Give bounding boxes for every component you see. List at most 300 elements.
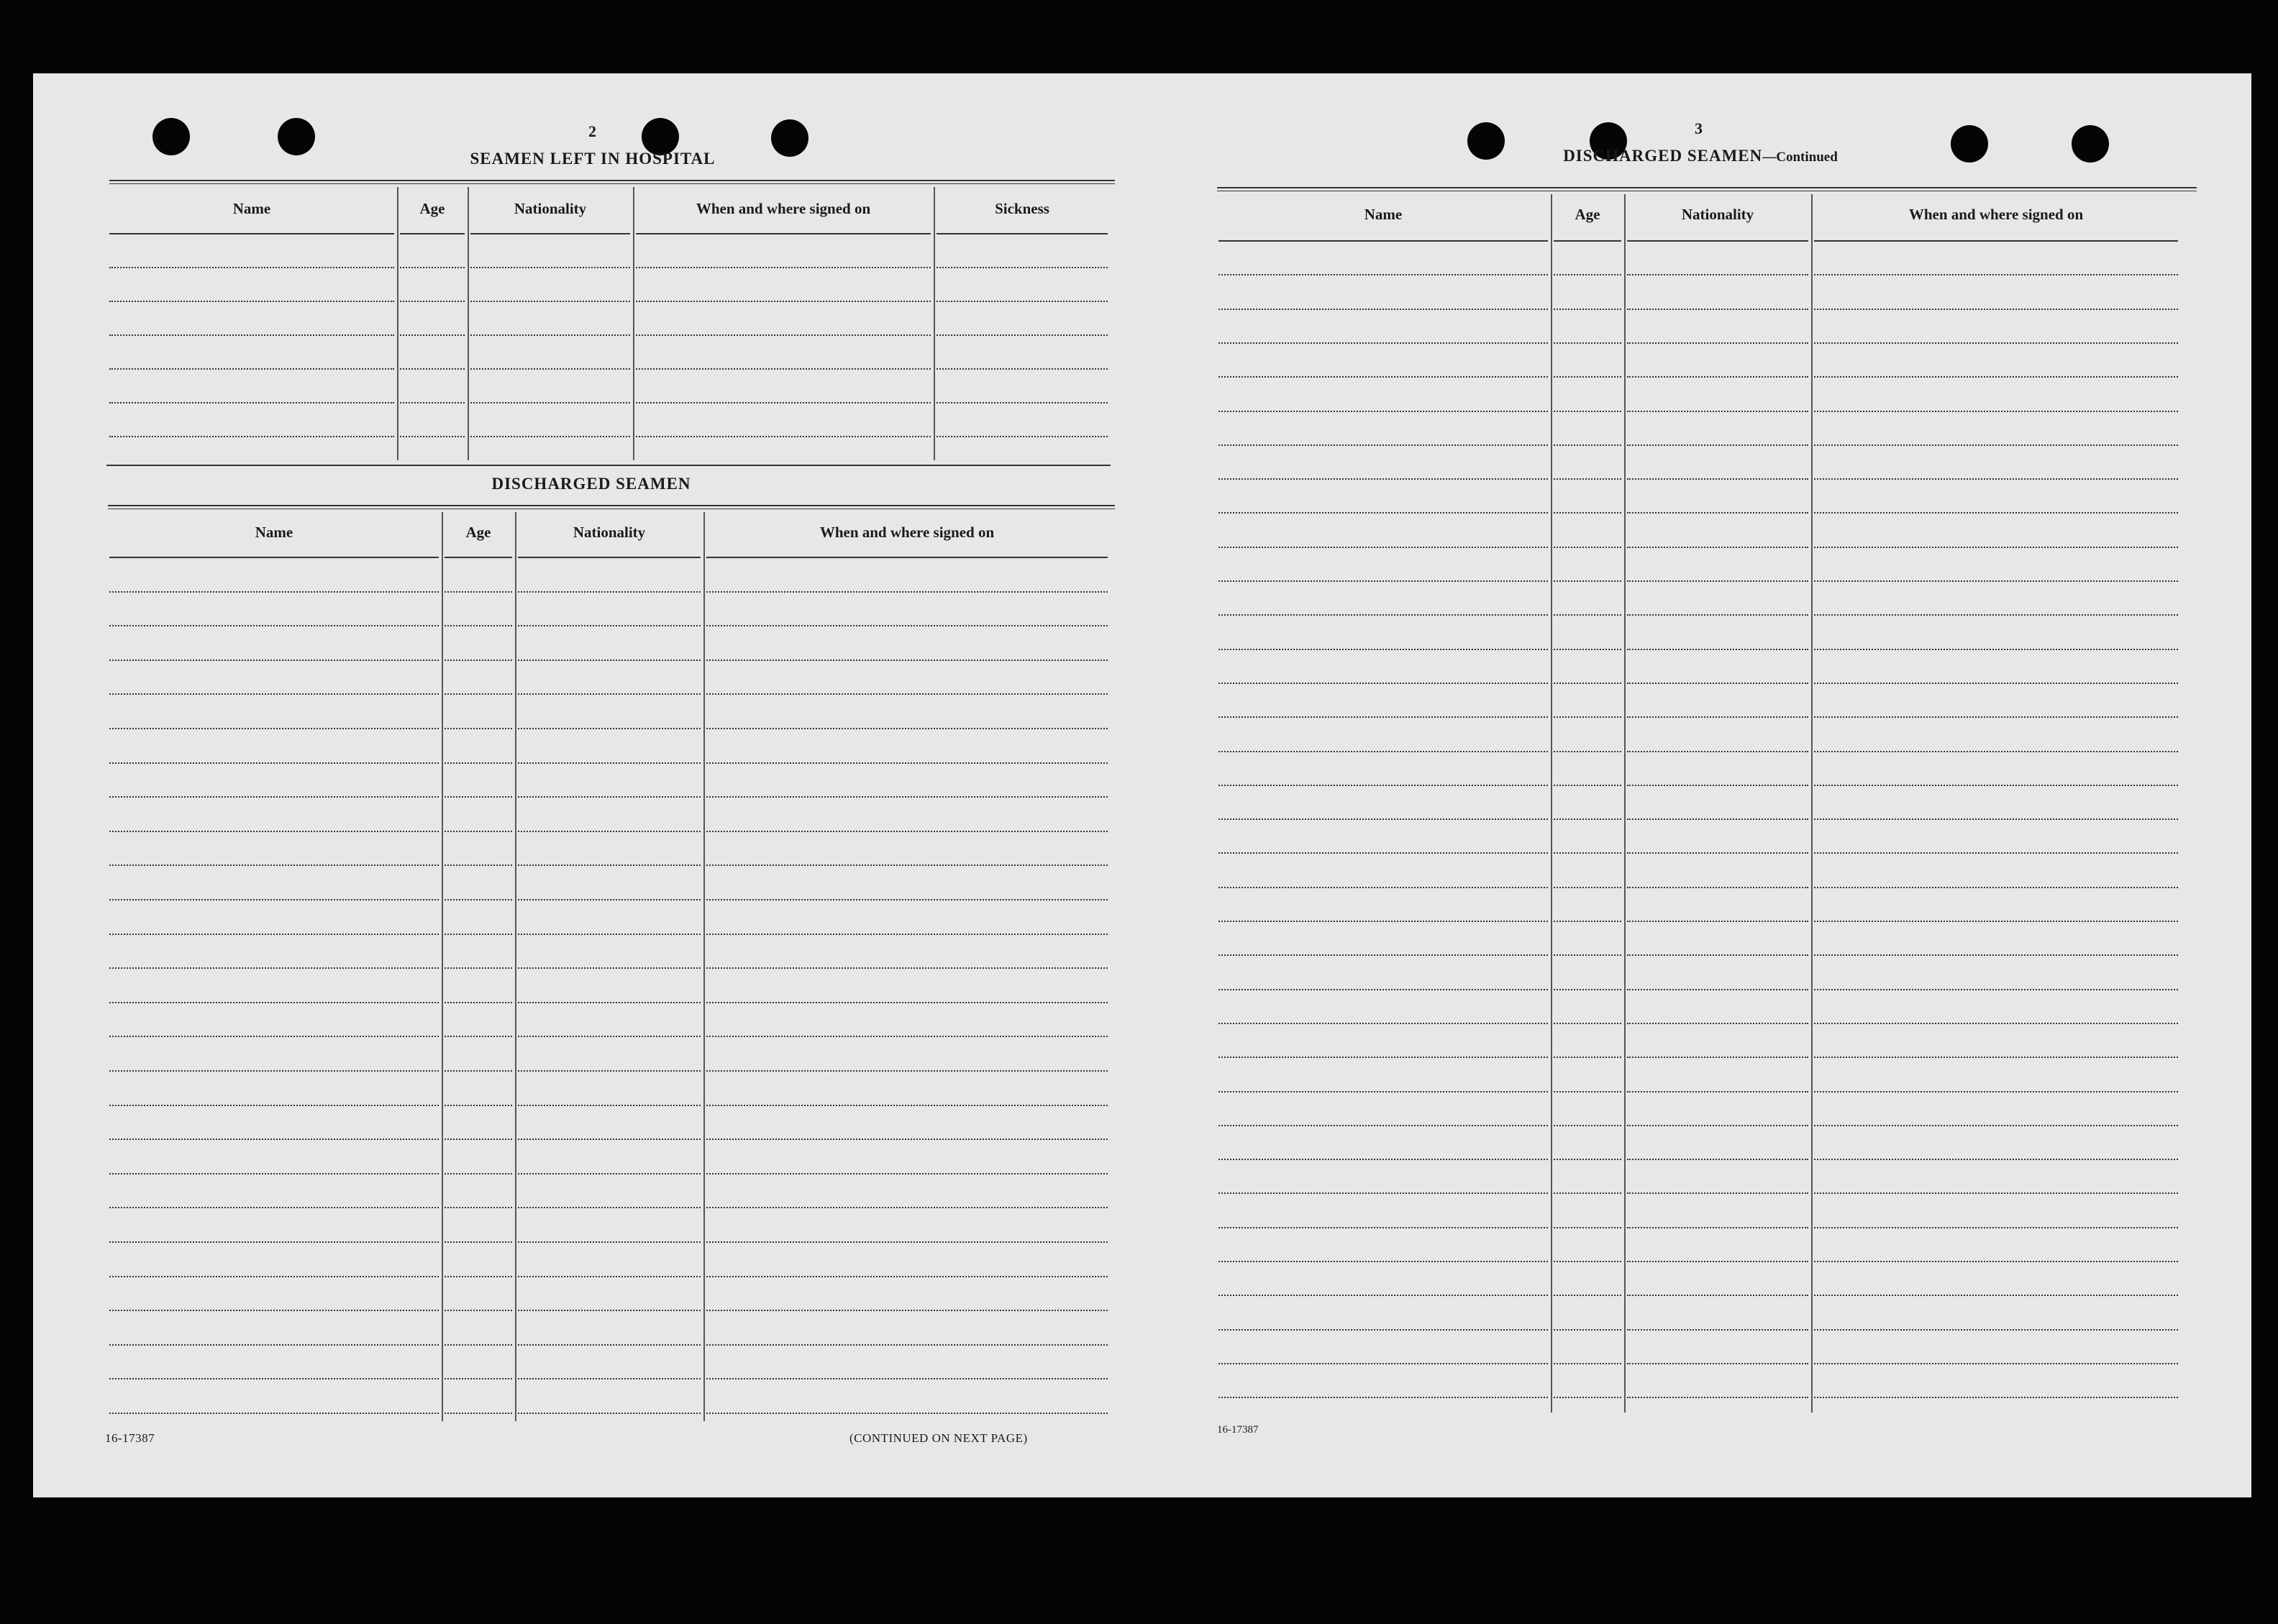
table-row-rule [1627,1261,1808,1262]
table-row-rule [1554,547,1621,548]
table-row-rule [518,625,701,626]
table-row-rule [706,1105,1108,1106]
table-row-rule [706,1344,1108,1346]
table-row-rule [1554,683,1621,684]
table-row-rule [1218,921,1548,922]
table-row-rule [1627,1192,1808,1194]
table-row-rule [1627,274,1808,275]
table-row-rule [518,831,701,832]
header-underline [445,557,512,558]
table-row-rule [706,1413,1108,1414]
table-row-rule [1814,411,2178,412]
table-row-rule [445,625,512,626]
header-underline [518,557,701,558]
table-row-rule [109,831,439,832]
table-row-rule [1218,1329,1548,1331]
table-row-rule [706,1036,1108,1037]
title-suffix: —Continued [1762,150,1838,165]
table-row-rule [1218,1397,1548,1398]
table-row-rule [400,368,465,370]
table-row-rule [109,436,394,437]
table-row-rule [1218,852,1548,854]
table-row-rule [1554,580,1621,582]
table-row-rule [1814,852,2178,854]
left-page [33,73,1152,1497]
table-row-rule [1554,309,1621,310]
table-row-rule [445,762,512,764]
table-row-rule [518,728,701,729]
table-row-rule [636,267,931,268]
table-row-rule [1218,1363,1548,1364]
table-row-rule [1218,580,1548,582]
table-row-rule [1627,852,1808,854]
column-divider [515,512,516,1421]
table-row-rule [706,899,1108,900]
punch-hole [152,118,190,155]
table-row-rule [109,1344,439,1346]
table-row-rule [1814,512,2178,514]
table-row-rule [1218,274,1548,275]
table-row-rule [1814,1192,2178,1194]
table-row-rule [1218,1091,1548,1092]
column-header-name: Name [1364,206,1403,223]
column-header-when-and-where-signed-on: When and where signed on [819,524,995,541]
table-row-rule [1218,1159,1548,1160]
header-underline [706,557,1108,558]
table-row-rule [445,1276,512,1277]
table-row-rule [518,1139,701,1140]
table-row-rule [636,334,931,336]
table-row-rule [1554,1329,1621,1331]
table-row-rule [1814,1125,2178,1126]
table-row-rule [445,831,512,832]
table-row-rule [1554,1397,1621,1398]
table-row-rule [445,899,512,900]
table-row-rule [109,402,394,403]
table-row-rule [1218,818,1548,820]
table-row-rule [445,660,512,661]
table-row-rule [1554,1227,1621,1228]
table-row-rule [445,967,512,969]
table-row-rule [1814,1057,2178,1058]
table-row-rule [1554,1023,1621,1024]
table-row-rule [445,728,512,729]
table-row-rule [109,334,394,336]
table-row-rule [1554,1261,1621,1262]
table-row-rule [109,1036,439,1037]
table-row-rule [518,796,701,798]
table-row-rule [445,1139,512,1140]
column-divider [1811,194,1813,1413]
table-row-rule [1627,614,1808,616]
table-row-rule [109,1378,439,1379]
table-row-rule [706,1139,1108,1140]
table-row-rule [1554,478,1621,480]
table-row-rule [109,1310,439,1311]
table-row-rule [1218,1295,1548,1296]
table-row-rule [706,967,1108,969]
column-divider [468,187,469,460]
table-row-rule [706,865,1108,866]
table-row-rule [1814,887,2178,888]
table-row-rule [1218,887,1548,888]
table-row-rule [1814,580,2178,582]
table-row-rule [1218,1023,1548,1024]
table-row-rule [109,1070,439,1072]
table-row-rule [1218,683,1548,684]
table-row-rule [1814,1397,2178,1398]
table-row-rule [109,625,439,626]
header-underline [400,233,465,234]
table-row-rule [1554,921,1621,922]
table-row-rule [109,1002,439,1003]
header-underline [636,233,931,234]
table-row-rule [109,1139,439,1140]
table-row-rule [1814,1295,2178,1296]
table-row-rule [1814,342,2178,344]
table-row-rule [1218,649,1548,650]
column-header-sickness: Sickness [995,200,1049,217]
table-row-rule [1627,411,1808,412]
table-row-rule [470,436,630,437]
table-row-rule [1218,751,1548,752]
table-row-rule [518,1002,701,1003]
column-header-age: Age [465,524,491,541]
column-header-nationality: Nationality [1681,206,1754,223]
table-row-rule [706,1207,1108,1208]
column-divider [397,187,398,460]
table-row-rule [445,1310,512,1311]
table-row-rule [1218,444,1548,446]
table-row-rule [1627,512,1808,514]
table-row-rule [518,1036,701,1037]
table-row-rule [1814,1227,2178,1228]
table-row-rule [109,796,439,798]
table-row-rule [636,301,931,302]
table-row-rule [518,1241,701,1243]
table-row-rule [1814,1261,2178,1262]
table-row-rule [1554,954,1621,956]
table-row-rule [518,1378,701,1379]
continued-note: (CONTINUED ON NEXT PAGE) [849,1431,1028,1445]
punch-hole [278,118,315,155]
table-row-rule [1814,1329,2178,1331]
table-row-rule [1627,1397,1808,1398]
table-row-rule [109,899,439,900]
table-row-rule [1814,1363,2178,1364]
table-row-rule [445,934,512,935]
table-row-rule [1554,1192,1621,1194]
table-row-rule [937,368,1108,370]
table-row-rule [518,1276,701,1277]
table-row-rule [109,1105,439,1106]
table-row-rule [1627,376,1808,378]
table-row-rule [1814,1023,2178,1024]
table-row-rule [445,591,512,593]
column-header-nationality: Nationality [573,524,646,541]
table-row-rule [706,693,1108,695]
table-row-rule [1627,1023,1808,1024]
punch-hole [2072,125,2109,163]
table-row-rule [445,1344,512,1346]
table-row-rule [1814,989,2178,990]
table-row-rule [400,402,465,403]
table-row-rule [1814,376,2178,378]
page-number: 3 [1695,119,1703,137]
table-row-rule [109,693,439,695]
table-row-rule [109,591,439,593]
column-divider [934,187,935,460]
table-row-rule [109,1241,439,1243]
form-number: 16-17387 [1217,1424,1259,1436]
table-row-rule [1218,1057,1548,1058]
table-row-rule [1554,785,1621,786]
table-row-rule [1627,1295,1808,1296]
table-row-rule [1627,921,1808,922]
table-row-rule [109,368,394,370]
table-row-rule [109,728,439,729]
table-row-rule [1554,411,1621,412]
table-row-rule [937,267,1108,268]
table-row-rule [636,368,931,370]
table-row-rule [1814,954,2178,956]
table-row-rule [1554,989,1621,990]
table-row-rule [445,796,512,798]
table-row-rule [518,934,701,935]
table-row-rule [1554,1159,1621,1160]
table-row-rule [445,1105,512,1106]
table-row-rule [1554,818,1621,820]
table-row-rule [706,660,1108,661]
table-row-rule [1218,954,1548,956]
table-row-rule [1218,547,1548,548]
table-row-rule [937,402,1108,403]
table-row-rule [470,368,630,370]
table-row-rule [706,762,1108,764]
table-row-rule [1627,1227,1808,1228]
table-row-rule [1814,751,2178,752]
table-row-rule [1814,444,2178,446]
table-row-rule [1814,274,2178,275]
table-row-rule [1554,887,1621,888]
table-row-rule [518,865,701,866]
table-row-rule [1218,478,1548,480]
table-row-rule [1627,818,1808,820]
table-row-rule [518,1413,701,1414]
table-row-rule [445,865,512,866]
table-row-rule [109,1173,439,1174]
table-row-rule [518,1207,701,1208]
table-row-rule [1218,785,1548,786]
table-row-rule [1627,716,1808,718]
header-underline [109,557,439,558]
table-row-rule [109,1276,439,1277]
table-row-rule [518,1173,701,1174]
table-row-rule [706,796,1108,798]
table-row-rule [1554,649,1621,650]
table-row-rule [109,762,439,764]
table-row-rule [1627,751,1808,752]
table-row-rule [706,1378,1108,1379]
table-row-rule [1814,1159,2178,1160]
right-page [1131,73,2251,1497]
table-row-rule [1218,1192,1548,1194]
table-row-rule [518,1344,701,1346]
table-row-rule [1554,1057,1621,1058]
table-row-rule [445,1070,512,1072]
table-row-rule [1218,614,1548,616]
column-header-nationality: Nationality [514,200,587,217]
table-row-rule [1218,716,1548,718]
table-row-rule [445,1241,512,1243]
table-row-rule [1554,716,1621,718]
table-row-rule [1627,342,1808,344]
hospital-section-title: SEAMEN LEFT IN HOSPITAL [470,150,716,168]
table-row-rule [445,1207,512,1208]
header-underline [1814,240,2178,242]
table-row-rule [1627,309,1808,310]
table-row-rule [1218,376,1548,378]
table-row-rule [1554,751,1621,752]
table-row-rule [1627,444,1808,446]
section-title: DISCHARGED SEAMEN [1563,147,1763,165]
table-row-rule [470,402,630,403]
title-rule [109,180,1115,181]
table-row-rule [1554,342,1621,344]
table-row-rule [1218,342,1548,344]
table-row-rule [445,1413,512,1414]
table-row-rule [518,899,701,900]
table-row-rule [1218,512,1548,514]
table-row-rule [1627,785,1808,786]
table-row-rule [1554,444,1621,446]
punch-hole [1467,122,1505,160]
table-row-rule [1627,1329,1808,1331]
header-underline [109,233,394,234]
table-row-rule [1814,818,2178,820]
table-row-rule [1627,887,1808,888]
table-row-rule [937,301,1108,302]
table-row-rule [706,1002,1108,1003]
discharged-continued-title [1563,147,1838,165]
table-row-rule [1554,1295,1621,1296]
table-row-rule [636,436,931,437]
table-row-rule [109,865,439,866]
column-divider [633,187,634,460]
table-row-rule [400,301,465,302]
table-row-rule [937,334,1108,336]
table-row-rule [1814,478,2178,480]
table-row-rule [518,1070,701,1072]
table-row-rule [1627,1091,1808,1092]
form-number: 16-17387 [105,1431,155,1445]
table-row-rule [706,1276,1108,1277]
table-row-rule [1554,1091,1621,1092]
table-row-rule [937,436,1108,437]
header-underline [937,233,1108,234]
table-row-rule [445,1173,512,1174]
table-row-rule [518,1105,701,1106]
table-row-rule [1627,580,1808,582]
table-row-rule [1554,376,1621,378]
column-header-age: Age [419,200,445,217]
page-number: 2 [588,122,596,140]
column-divider [442,512,443,1421]
table-row-rule [400,267,465,268]
table-row-rule [1554,1125,1621,1126]
table-row-rule [1814,785,2178,786]
table-row-rule [1627,954,1808,956]
table-row-rule [109,267,394,268]
table-row-rule [1627,1057,1808,1058]
table-row-rule [1218,1125,1548,1126]
table-row-rule [518,762,701,764]
table-row-rule [706,728,1108,729]
table-row-rule [518,693,701,695]
table-row-rule [518,967,701,969]
table-row-rule [1218,1227,1548,1228]
table-row-rule [400,334,465,336]
discharged-section-title: DISCHARGED SEAMEN [491,475,691,493]
table-row-rule [1814,716,2178,718]
table-row-rule [1627,1363,1808,1364]
header-underline [1554,240,1621,242]
header-underline [1627,240,1808,242]
column-header-age: Age [1575,206,1600,223]
table-row-rule [1627,649,1808,650]
table-row-rule [1814,1091,2178,1092]
table-row-rule [636,402,931,403]
table-row-rule [109,660,439,661]
table-row-rule [445,1002,512,1003]
table-row-rule [518,660,701,661]
table-row-rule [1814,614,2178,616]
table-row-rule [109,934,439,935]
table-row-rule [109,301,394,302]
table-row-rule [1627,478,1808,480]
table-row-rule [400,436,465,437]
table-row-rule [706,1241,1108,1243]
column-divider [703,512,705,1421]
table-row-rule [706,591,1108,593]
table-row-rule [1814,921,2178,922]
table-row-rule [109,1413,439,1414]
table-row-rule [1218,309,1548,310]
column-header-when-and-where-signed-on: When and where signed on [696,200,871,217]
column-header-name: Name [232,200,271,217]
table-row-rule [445,1036,512,1037]
table-row-rule [706,1070,1108,1072]
punch-hole [1951,125,1988,163]
table-row-rule [470,267,630,268]
punch-hole [771,119,808,157]
table-row-rule [706,1310,1108,1311]
table-bottom-rule [106,465,1111,466]
table-row-rule [706,625,1108,626]
table-row-rule [1814,649,2178,650]
table-row-rule [706,831,1108,832]
table-row-rule [109,1207,439,1208]
table-row-rule [1218,1261,1548,1262]
column-divider [1551,194,1552,1413]
table-row-rule [1627,989,1808,990]
table-row-rule [1554,614,1621,616]
table-row-rule [1627,1159,1808,1160]
table-row-rule [1218,411,1548,412]
table-row-rule [706,934,1108,935]
table-row-rule [109,967,439,969]
table-row-rule [1627,683,1808,684]
